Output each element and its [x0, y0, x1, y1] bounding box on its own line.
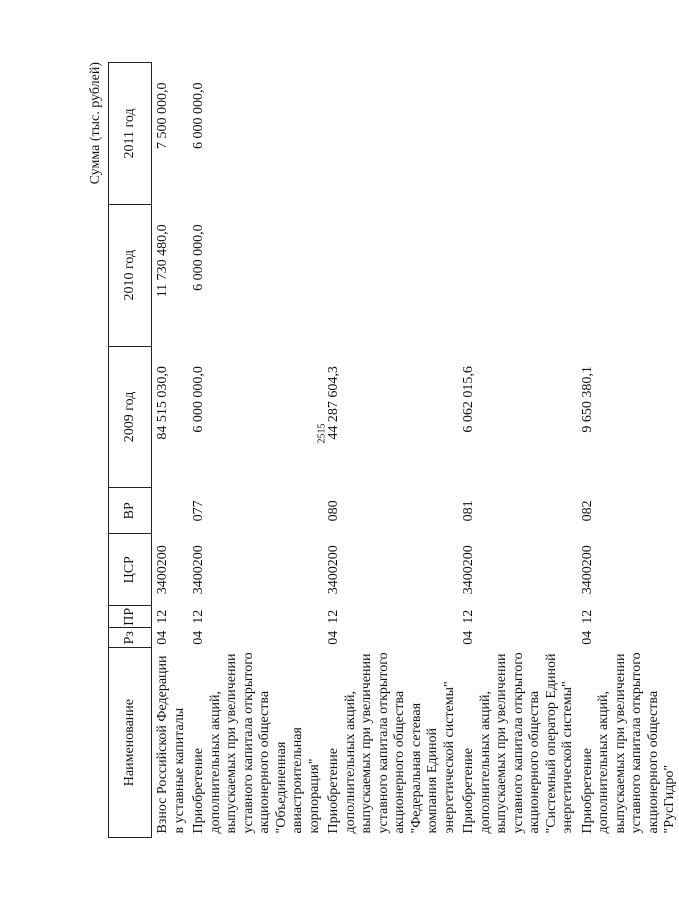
row-2010: [323, 204, 458, 346]
row-vr: 081: [461, 500, 476, 522]
row-name: Приобретение дополнительных акций, выпускаемых при увеличении уставного капитала открытого акционерного общества "РусГидро": [579, 652, 677, 834]
row-2011: [458, 63, 577, 205]
row-2009: 6 062 015,6: [461, 366, 476, 433]
row-csr: 3400200: [155, 545, 170, 595]
row-rz: 04: [191, 630, 206, 645]
rotated-document-sheet: [88, 62, 677, 838]
row-csr: 3400200: [579, 545, 595, 595]
table-row: [323, 63, 458, 838]
row-name: Приобретение дополнительных акций, выпускаемых при увеличении уставного капитала открытого акционерного общества "Федеральная сетевая компания Единой энергетической системы": [326, 652, 457, 834]
row-pr: 12: [191, 609, 206, 624]
row-pr: 12: [155, 609, 170, 624]
header-name: Наименование: [109, 648, 152, 838]
row-2011: 6 000 000,0: [191, 82, 206, 149]
header-csr: ЦСР: [109, 534, 152, 606]
row-2009: 44 287 604,3: [326, 366, 341, 440]
row-name: Взнос Российской Федерации в уставные капиталы: [155, 655, 187, 834]
row-pr: 12: [461, 609, 476, 624]
row-2010: [577, 204, 679, 346]
row-csr: 3400200: [326, 545, 341, 595]
row-rz: 04: [155, 630, 170, 645]
row-vr: 080: [326, 500, 341, 522]
row-vr: 077: [191, 500, 206, 522]
row-rz: 04: [579, 630, 595, 645]
row-vr: [152, 488, 189, 534]
table-row: [152, 63, 189, 838]
row-2009: 6 000 000,0: [191, 366, 206, 433]
header-rz: Рз: [109, 628, 152, 648]
table-row: [577, 63, 679, 838]
table-row: [188, 63, 323, 838]
row-2010: 11 730 480,0: [155, 224, 170, 298]
row-vr: 082: [579, 500, 595, 522]
row-2011: 7 500 000,0: [155, 82, 170, 149]
units-label: Сумма (тыс. рублей): [88, 62, 103, 185]
header-2010: 2010 год: [109, 204, 152, 346]
row-2011: [323, 63, 458, 205]
row-rz: 04: [461, 630, 476, 645]
table-row: [458, 63, 577, 838]
row-2009: 9 650 380,1: [579, 366, 595, 433]
header-2009: 2009 год: [109, 346, 152, 488]
row-2010: [458, 204, 577, 346]
row-name: Приобретение дополнительных акций, выпускаемых при увеличении уставного капитала открытого акционерного общества "Системный оператор Единой энергетической системы": [461, 652, 575, 834]
row-csr: 3400200: [461, 545, 476, 595]
table-header-row: [109, 63, 152, 838]
row-2010: 6 000 000,0: [191, 224, 206, 291]
header-vr: ВР: [109, 488, 152, 534]
page-number: 2515: [316, 423, 328, 444]
row-csr: 3400200: [191, 545, 206, 595]
header-pr: ПР: [109, 606, 152, 628]
row-name: Приобретение дополнительных акций, выпускаемых при увеличении уставного капитала открытого акционерного общества "Объединенная авиастроительная корпорация": [191, 652, 322, 834]
row-2011: [577, 63, 679, 205]
row-pr: 12: [579, 609, 595, 624]
header-2011: 2011 год: [109, 63, 152, 205]
row-pr: 12: [326, 609, 341, 624]
row-2009: 84 515 030,0: [155, 366, 170, 440]
row-rz: 04: [326, 630, 341, 645]
budget-table: [108, 62, 679, 838]
